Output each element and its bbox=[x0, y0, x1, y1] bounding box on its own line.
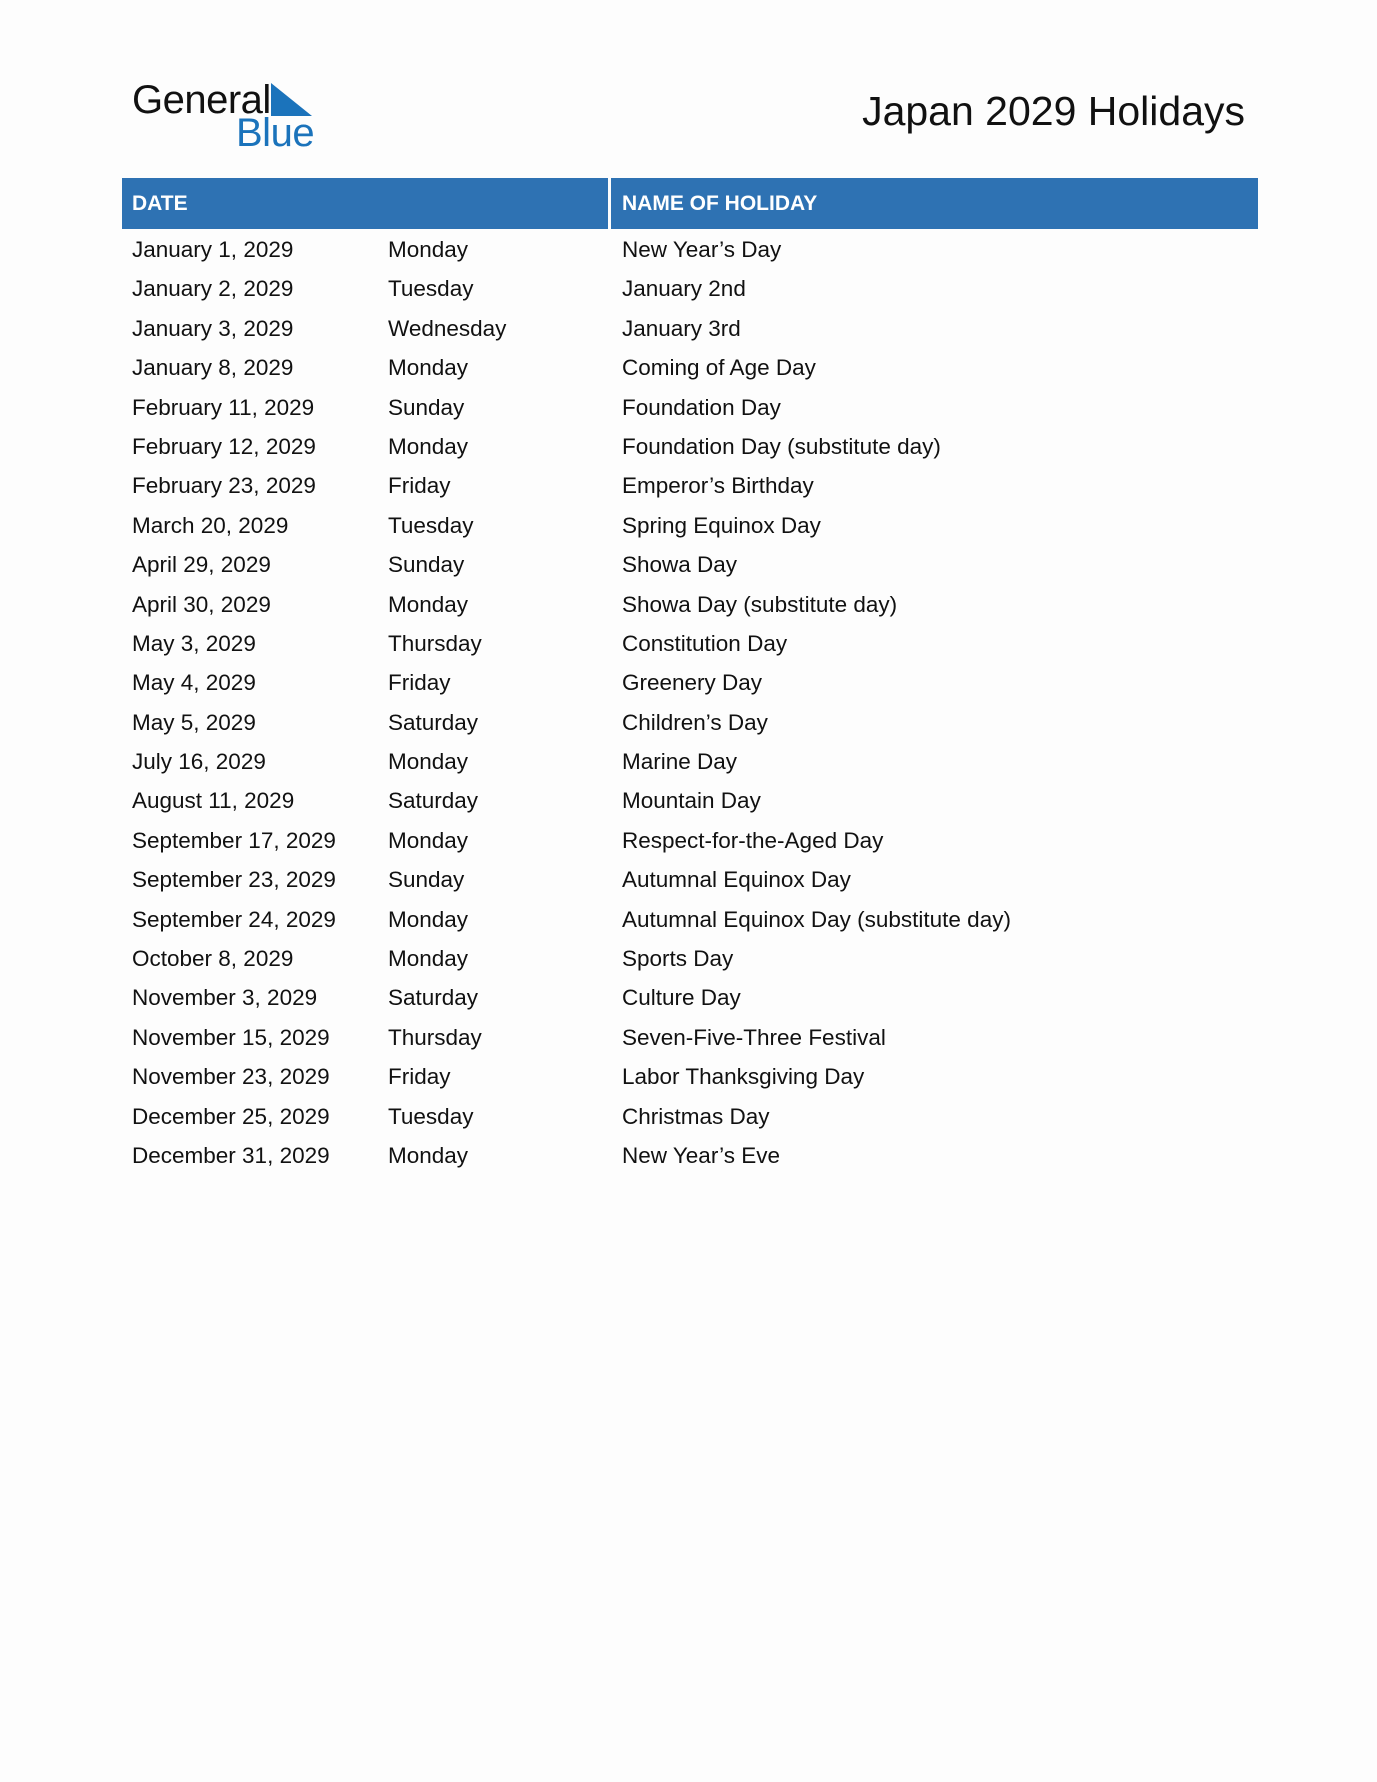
holiday-name: Showa Day bbox=[622, 552, 738, 578]
page-title: Japan 2029 Holidays bbox=[862, 88, 1245, 134]
holiday-weekday: Sunday bbox=[388, 394, 465, 420]
table-row bbox=[122, 506, 1258, 545]
table-row bbox=[122, 742, 1258, 781]
table-row bbox=[122, 545, 1258, 584]
holiday-name: Coming of Age Day bbox=[622, 355, 816, 381]
holiday-date: March 20, 2029 bbox=[132, 512, 289, 538]
generalblue-logo bbox=[132, 78, 332, 155]
table-row bbox=[122, 1057, 1258, 1096]
holiday-date: July 16, 2029 bbox=[132, 749, 266, 775]
table-row bbox=[122, 269, 1258, 308]
column-header-holiday-name: NAME OF HOLIDAY bbox=[611, 178, 1258, 229]
holiday-weekday: Monday bbox=[388, 237, 469, 262]
table-row bbox=[122, 466, 1258, 505]
holiday-date: February 12, 2029 bbox=[132, 433, 316, 459]
holiday-weekday: Thursday bbox=[388, 630, 482, 656]
holiday-name: Mountain Day bbox=[622, 788, 761, 814]
holiday-name: Showa Day (substitute day) bbox=[622, 591, 898, 617]
holiday-date: December 25, 2029 bbox=[132, 1103, 330, 1129]
holiday-name: Sports Day bbox=[622, 946, 734, 972]
table-row bbox=[122, 663, 1258, 702]
holiday-name: Emperor’s Birthday bbox=[622, 473, 814, 499]
holiday-weekday: Monday bbox=[388, 906, 469, 932]
holiday-name: Marine Day bbox=[622, 749, 738, 775]
logo-text-general: General bbox=[132, 78, 271, 122]
holiday-name: Seven-Five-Three Festival bbox=[622, 1024, 886, 1050]
table-row bbox=[122, 388, 1258, 427]
holiday-date: November 15, 2029 bbox=[132, 1024, 330, 1050]
table-row bbox=[122, 781, 1258, 820]
holiday-weekday: Wednesday bbox=[388, 315, 507, 341]
table-row bbox=[122, 1136, 1258, 1175]
holiday-table-body bbox=[122, 230, 1258, 1175]
holiday-name: Children’s Day bbox=[622, 709, 768, 735]
holiday-name: Spring Equinox Day bbox=[622, 512, 821, 538]
table-row bbox=[122, 348, 1258, 387]
holiday-name: Constitution Day bbox=[622, 630, 788, 656]
holiday-date: May 4, 2029 bbox=[132, 670, 256, 696]
column-header-date: DATE bbox=[122, 178, 608, 229]
table-row bbox=[122, 821, 1258, 860]
holiday-name: Foundation Day (substitute day) bbox=[622, 433, 941, 459]
holiday-date: January 2, 2029 bbox=[132, 276, 294, 302]
table-row bbox=[122, 309, 1258, 348]
holiday-date: October 8, 2029 bbox=[132, 946, 294, 972]
holiday-date: September 24, 2029 bbox=[132, 906, 336, 932]
table-row bbox=[122, 585, 1258, 624]
table-row bbox=[122, 978, 1258, 1017]
table-row bbox=[122, 1018, 1258, 1057]
holiday-name: Christmas Day bbox=[622, 1103, 770, 1129]
holiday-weekday: Saturday bbox=[388, 709, 479, 735]
holiday-date: December 31, 2029 bbox=[132, 1142, 330, 1168]
holiday-weekday: Friday bbox=[388, 1064, 451, 1090]
table-row bbox=[122, 939, 1258, 978]
table-row bbox=[122, 427, 1258, 466]
table-row bbox=[122, 624, 1258, 663]
holiday-name: Culture Day bbox=[622, 985, 741, 1011]
holiday-date: January 3, 2029 bbox=[132, 315, 294, 341]
holiday-weekday: Friday bbox=[388, 670, 451, 696]
holiday-name: Greenery Day bbox=[622, 670, 763, 696]
holiday-date: May 5, 2029 bbox=[132, 709, 256, 735]
holiday-date: September 23, 2029 bbox=[132, 867, 336, 893]
holiday-weekday: Monday bbox=[388, 591, 469, 617]
holiday-weekday: Tuesday bbox=[388, 512, 474, 538]
holiday-name: Respect-for-the-Aged Day bbox=[622, 827, 884, 853]
table-row bbox=[122, 703, 1258, 742]
holiday-name: Foundation Day bbox=[622, 394, 781, 420]
holiday-date: January 8, 2029 bbox=[132, 355, 294, 381]
holiday-weekday: Saturday bbox=[388, 788, 479, 814]
holiday-weekday: Sunday bbox=[388, 867, 465, 893]
holiday-date: January 1, 2029 bbox=[132, 237, 294, 262]
holiday-name: January 2nd bbox=[622, 276, 746, 302]
table-header bbox=[122, 178, 1258, 229]
holiday-weekday: Tuesday bbox=[388, 1103, 474, 1129]
holiday-name: Labor Thanksgiving Day bbox=[622, 1064, 865, 1090]
holiday-weekday: Monday bbox=[388, 433, 469, 459]
holiday-date: April 30, 2029 bbox=[132, 591, 271, 617]
holiday-weekday: Monday bbox=[388, 827, 469, 853]
holiday-date: February 23, 2029 bbox=[132, 473, 316, 499]
holiday-name: Autumnal Equinox Day (substitute day) bbox=[622, 906, 1011, 932]
holiday-name: Autumnal Equinox Day bbox=[622, 867, 851, 893]
holiday-name: January 3rd bbox=[622, 315, 741, 341]
holiday-weekday: Sunday bbox=[388, 552, 465, 578]
holiday-weekday: Tuesday bbox=[388, 276, 474, 302]
holiday-weekday: Monday bbox=[388, 1142, 469, 1168]
table-row bbox=[122, 860, 1258, 899]
holiday-weekday: Saturday bbox=[388, 985, 479, 1011]
holiday-date: November 3, 2029 bbox=[132, 985, 318, 1011]
holiday-name: New Year’s Eve bbox=[622, 1142, 781, 1168]
table-row bbox=[122, 230, 1258, 269]
holiday-name: New Year’s Day bbox=[622, 237, 782, 262]
holiday-date: August 11, 2029 bbox=[132, 788, 295, 814]
holiday-date: May 3, 2029 bbox=[132, 630, 256, 656]
holiday-weekday: Monday bbox=[388, 946, 469, 972]
holiday-date: November 23, 2029 bbox=[132, 1064, 330, 1090]
holiday-date: September 17, 2029 bbox=[132, 827, 336, 853]
holiday-date: April 29, 2029 bbox=[132, 552, 271, 578]
holiday-weekday: Thursday bbox=[388, 1024, 482, 1050]
logo-text-blue: Blue bbox=[236, 111, 315, 155]
holiday-weekday: Monday bbox=[388, 355, 469, 381]
table-row bbox=[122, 900, 1258, 939]
holiday-weekday: Monday bbox=[388, 749, 469, 775]
table-row bbox=[122, 1097, 1258, 1136]
holiday-weekday: Friday bbox=[388, 473, 451, 499]
holiday-date: February 11, 2029 bbox=[132, 394, 315, 420]
